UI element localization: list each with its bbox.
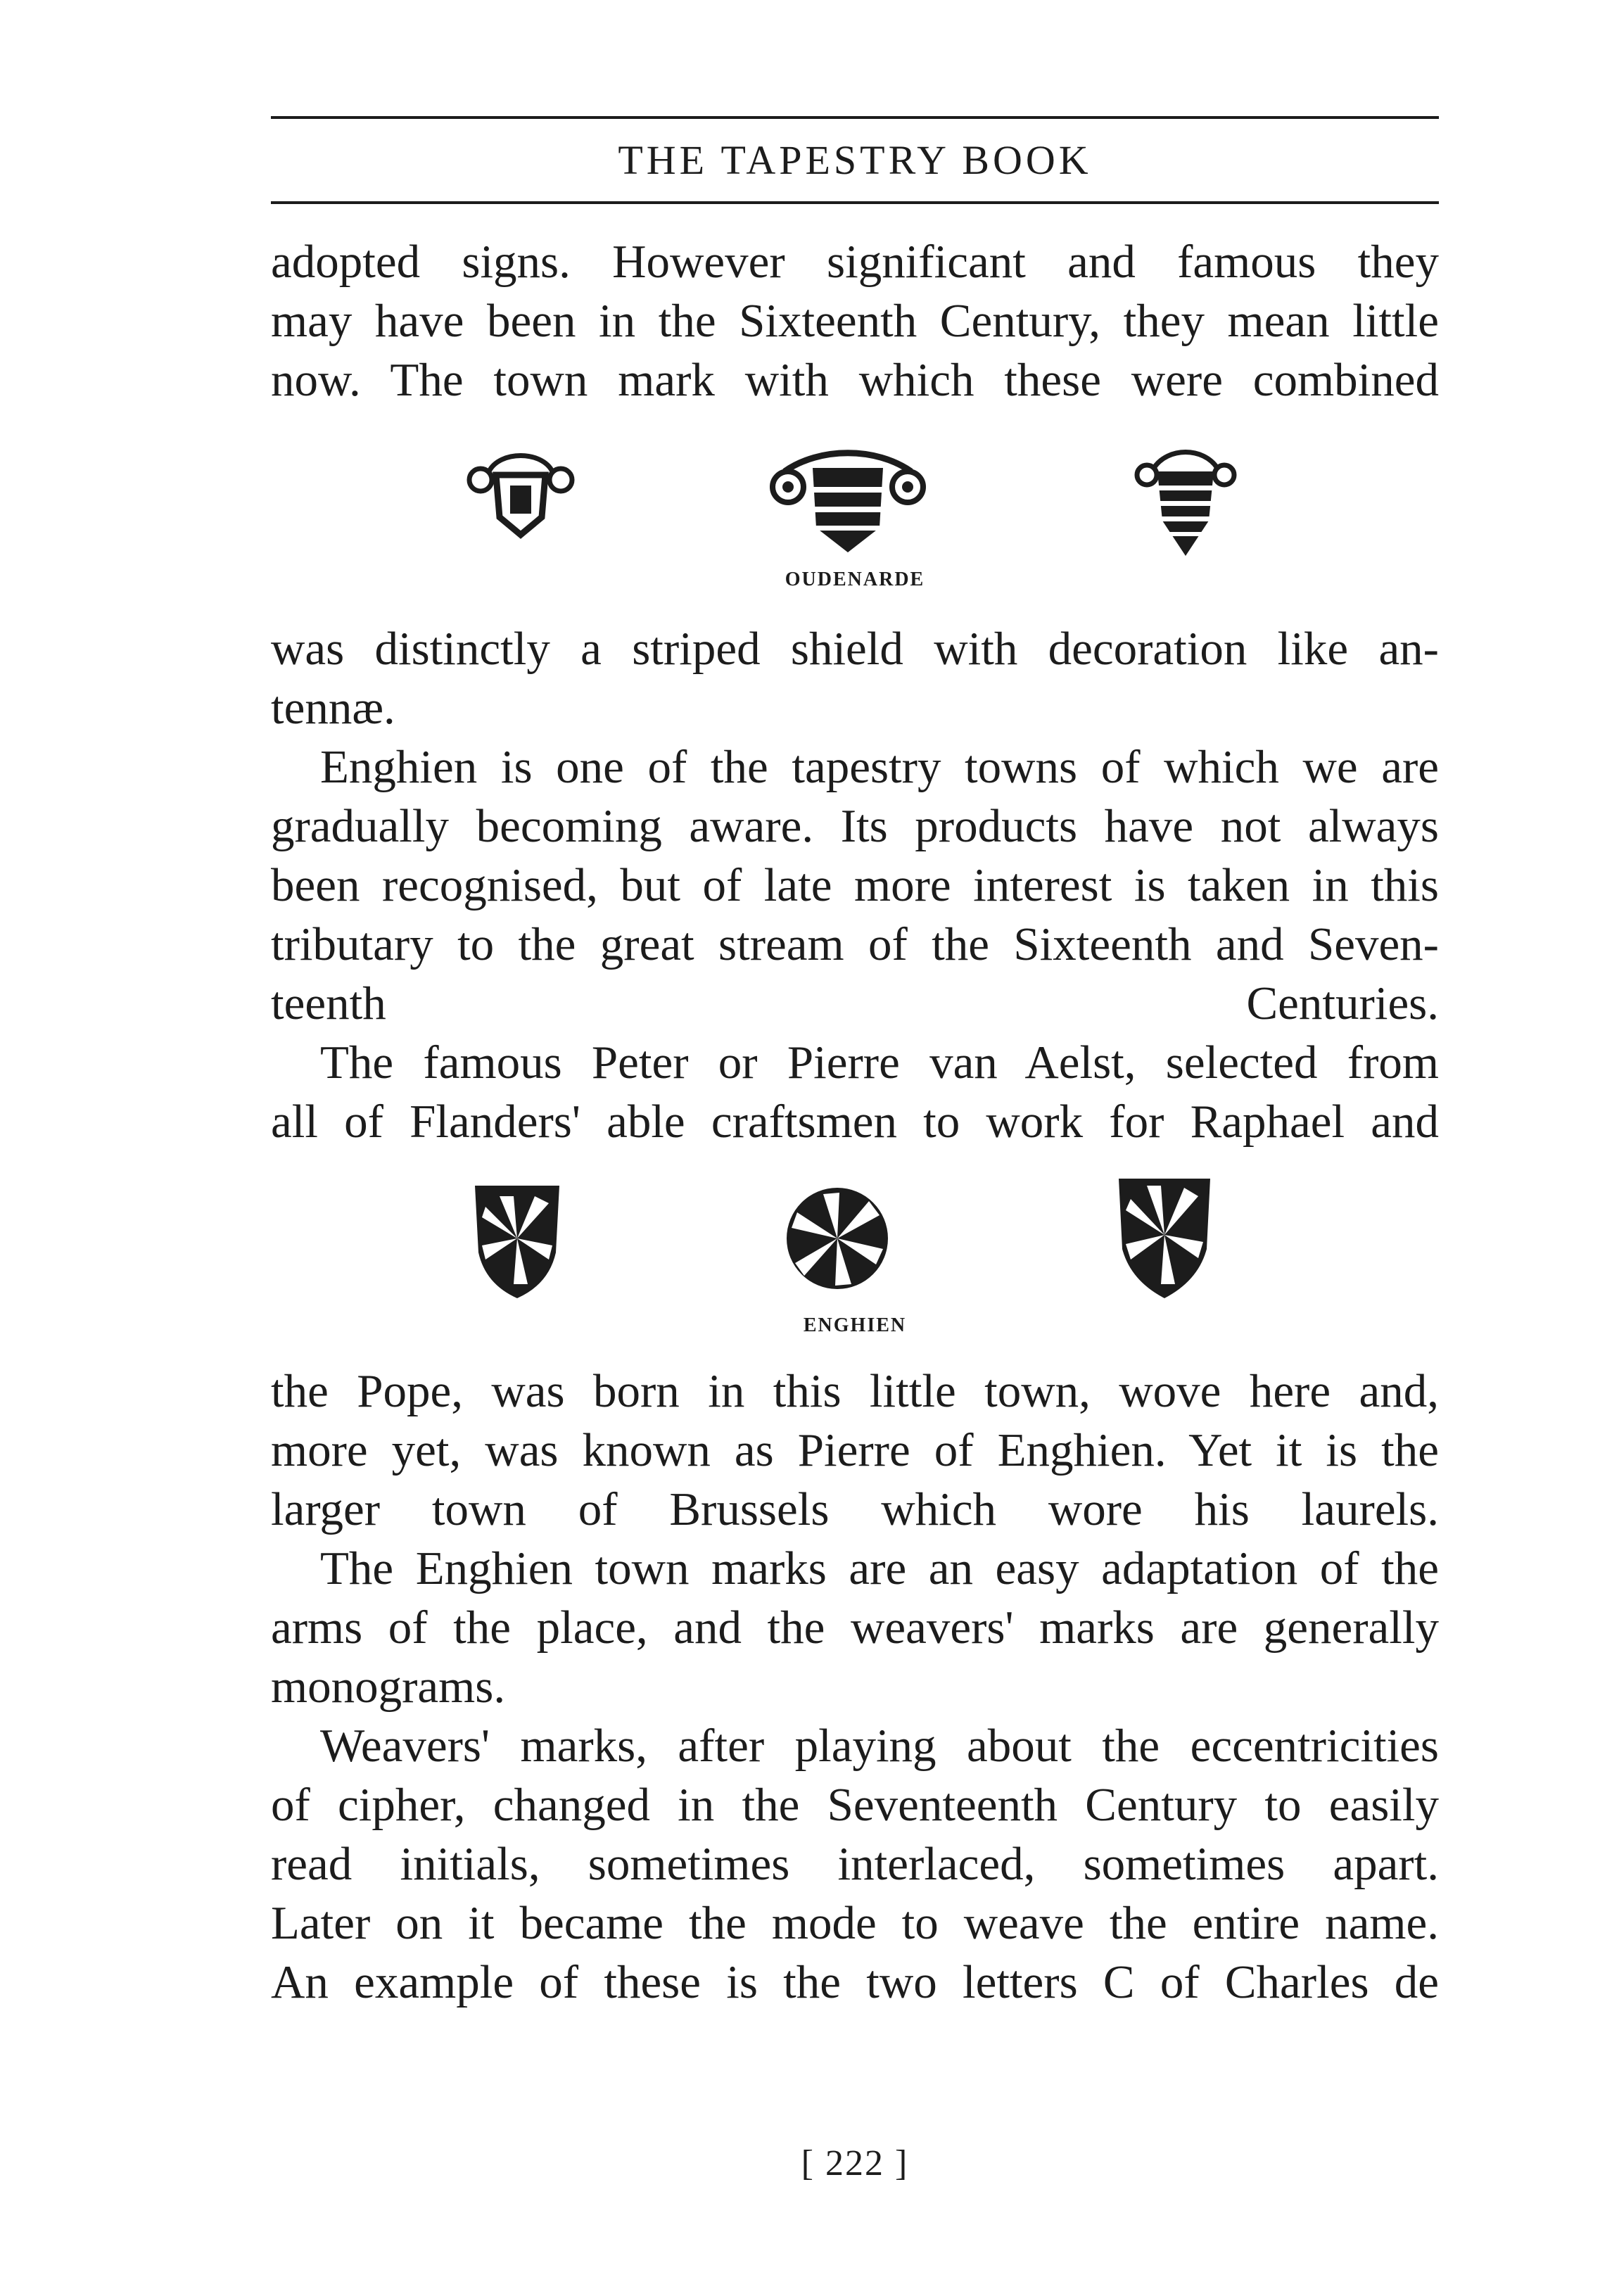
text-line: gradually becoming aware. Its products have not always — [271, 800, 1439, 852]
text-line: may have been in the Sixteenth Century, they mean little — [271, 295, 1439, 347]
text-block-2 — [271, 619, 1439, 1151]
enghien-mark-1 — [471, 1182, 563, 1302]
text-line: tributary to the great stream of the Sixteenth and Seven- — [271, 918, 1439, 970]
text-line: An example of these is the two letters C of Charles de — [271, 1956, 1439, 2008]
enghien-mark-2 — [785, 1186, 890, 1291]
text-line: Weavers' marks, after playing about the eccentricities — [320, 1720, 1439, 1772]
text-line: monograms. — [271, 1661, 506, 1713]
header-rule-top — [271, 116, 1439, 119]
text-line: The Enghien town marks are an easy adaptation of the — [320, 1542, 1439, 1594]
text-line: all of Flanders' able craftsmen to work for Raphael and — [271, 1096, 1439, 1148]
oudenarde-mark-3 — [1126, 443, 1245, 563]
text-line: the Pope, was born in this little town, wove here and, — [271, 1365, 1439, 1417]
oudenarde-mark-1 — [461, 443, 580, 549]
text-line: of cipher, changed in the Seventeenth Century to easily — [271, 1779, 1439, 1831]
text-line: read initials, sometimes interlaced, sometimes apart. — [271, 1838, 1439, 1890]
figure-caption-enghien: ENGHIEN — [803, 1314, 907, 1336]
text-line: larger town of Brussels which wore his laurels. — [271, 1483, 1439, 1535]
oudenarde-mark-2 — [763, 443, 932, 563]
running-head: THE TAPESTRY BOOK — [618, 137, 1092, 183]
header-rule-bottom — [271, 201, 1439, 204]
page-number: [ 222 ] — [801, 2143, 909, 2183]
text-line: The famous Peter or Pierre van Aelst, selected from — [320, 1036, 1439, 1089]
oudenarde-marks — [271, 429, 1439, 570]
text-block-3 — [271, 1362, 1439, 2012]
text-line: teenth Centuries. — [271, 977, 1439, 1029]
text-block-1 — [271, 232, 1439, 410]
enghien-mark-3 — [1115, 1175, 1214, 1302]
text-line: tennæ. — [271, 682, 395, 734]
text-line: more yet, was known as Pierre of Enghien. Yet it is the — [271, 1424, 1439, 1476]
enghien-marks — [271, 1168, 1439, 1309]
text-line: arms of the place, and the weavers' marks are generally — [271, 1602, 1439, 1654]
text-line: adopted signs. However significant and famous they — [271, 236, 1439, 288]
text-line: Later on it became the mode to weave the entire name. — [271, 1897, 1439, 1949]
text-line: was distinctly a striped shield with decoration like an- — [271, 623, 1439, 675]
text-line: now. The town mark with which these were combined — [271, 354, 1439, 406]
figure-caption-oudenarde: OUDENARDE — [785, 569, 925, 590]
text-line: Enghien is one of the tapestry towns of which we are — [320, 741, 1439, 793]
text-line: been recognised, but of late more interest is taken in this — [271, 859, 1439, 911]
